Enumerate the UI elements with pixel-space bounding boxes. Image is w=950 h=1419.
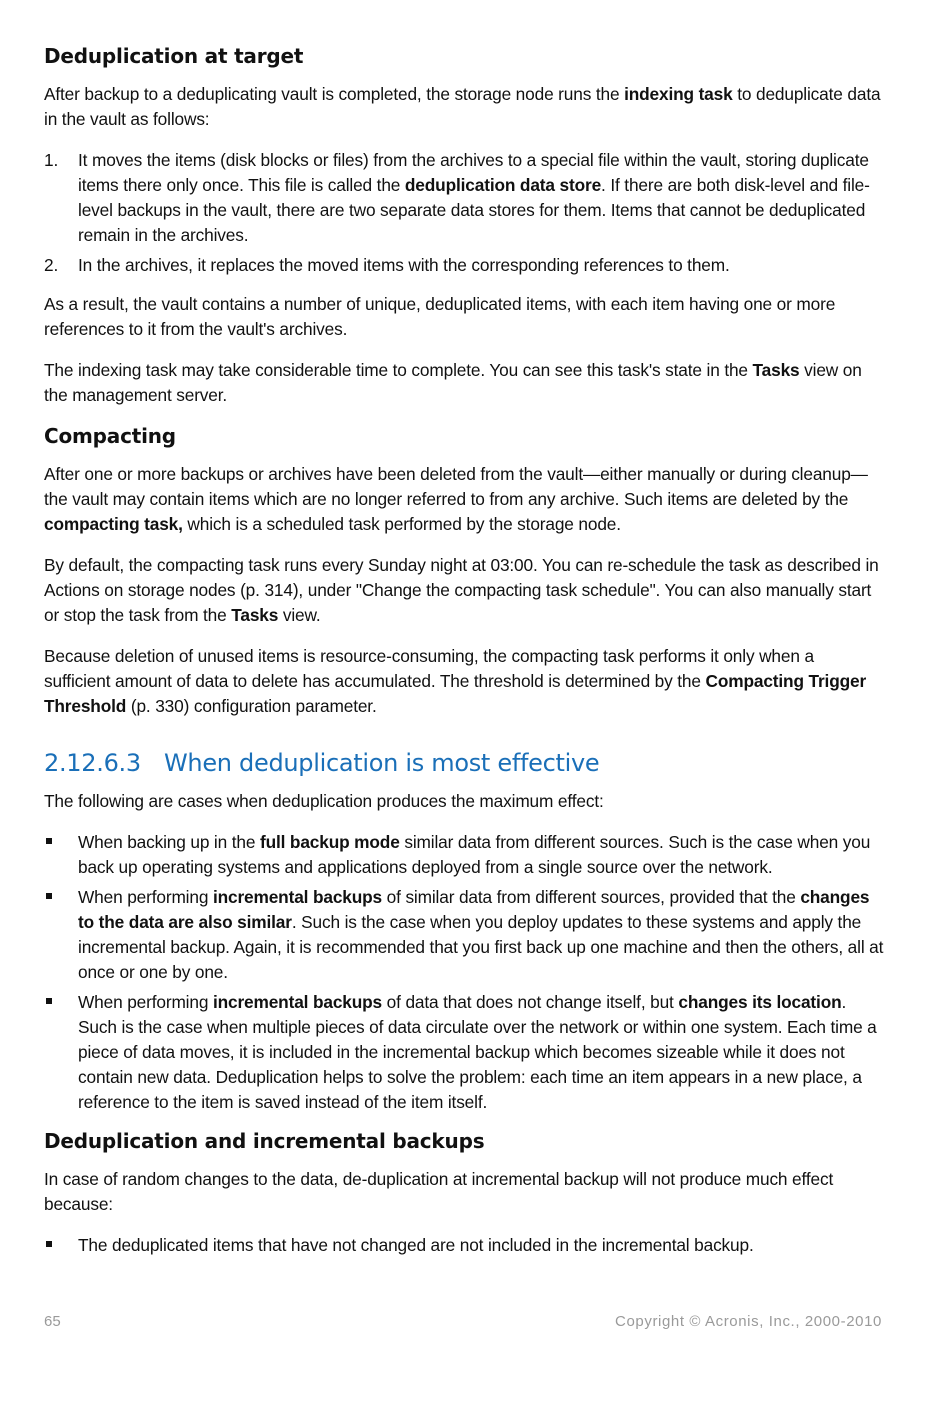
heading-compacting: Compacting <box>44 424 176 448</box>
paragraph-compacting-3: Because deletion of unused items is resource-consuming, the compacting task performs it only when a sufficient amount of data to delete has accumulated. The threshold is determined by the Compacting Trigger Threshold (p. 330) configuration parameter. <box>44 646 867 716</box>
list-item: When performing incremental backups of data that does not change itself, but changes its location. Such is the case when multiple pieces of data circulate over the network or within one system. Each time a piece of data moves, it is included in the incremental backup which becomes sizeable while it does not contain new data. Deduplication helps to solve the problem: each time an item appears in a new place, a reference to the item is saved instead of the item itself. <box>44 990 884 1115</box>
list-item: The deduplicated items that have not changed are not included in the incremental backup. <box>44 1233 884 1258</box>
paragraph-dedup-result: As a result, the vault contains a number of unique, deduplicated items, with each item having one or more references to it from the vault's archives. <box>44 294 836 339</box>
copyright-notice: Copyright © Acronis, Inc., 2000-2010 <box>615 1313 882 1330</box>
bullet-icon <box>46 893 52 899</box>
paragraph-compacting-1: After one or more backups or archives have been deleted from the vault—either manually or during cleanup—the vault may contain items which are no longer referred to from any archive. Such items are deleted by the compacting task, which is a scheduled task performed by the storage node. <box>44 464 868 534</box>
bullet-icon <box>46 1241 52 1247</box>
section-number: 2.12.6.3 <box>44 749 141 777</box>
list-item: 1. It moves the items (disk blocks or files) from the archives to a special file within the vault, storing duplicate items there only once. This file is called the deduplication data store. If there are both disk-level and file-level backups in the vault, there are two separate data stores for them. Items that cannot be deduplicated remain in the archives. <box>44 150 870 245</box>
bullet-list-incremental <box>44 1233 884 1258</box>
document-page <box>44 44 884 1272</box>
list-item: When performing incremental backups of similar data from different sources, provided that the changes to the data are also similar. Such is the case when you deploy updates to these systems and apply the incremental backup. Again, it is recommended that you first back up one machine and then the others, all at once or one by one. <box>44 885 884 985</box>
page-number: 65 <box>44 1313 61 1330</box>
paragraph-indexing-time: The indexing task may take considerable time to complete. You can see this task's state in the Tasks view on the management server. <box>44 360 862 405</box>
paragraph-incremental-intro: In case of random changes to the data, de-duplication at incremental backup will not produce much effect because: <box>44 1169 834 1214</box>
section-heading <box>44 749 884 777</box>
list-item: When backing up in the full backup mode similar data from different sources. Such is the case when you back up operating systems and applications deployed from a single source over the network. <box>44 830 884 880</box>
bullet-list-effective-cases <box>44 830 884 1115</box>
paragraph-compacting-2: By default, the compacting task runs every Sunday night at 03:00. You can re-schedule the task as described in Actions on storage nodes (p. 314), under "Change the compacting task schedule". You can also manually start or stop the task from the Tasks view. <box>44 555 879 625</box>
paragraph-dedup-intro: After backup to a deduplicating vault is completed, the storage node runs the indexing task to deduplicate data in the vault as follows: <box>44 84 881 129</box>
bullet-icon <box>46 838 52 844</box>
numbered-list-dedup-steps <box>44 148 884 278</box>
bullet-icon <box>46 998 52 1004</box>
heading-dedup-incremental: Deduplication and incremental backups <box>44 1129 485 1153</box>
section-title: When deduplication is most effective <box>164 749 600 777</box>
paragraph-effective-intro: The following are cases when deduplication produces the maximum effect: <box>44 791 604 811</box>
heading-dedup-at-target: Deduplication at target <box>44 44 304 68</box>
list-item: 2. In the archives, it replaces the moved items with the corresponding references to them. <box>44 255 730 275</box>
